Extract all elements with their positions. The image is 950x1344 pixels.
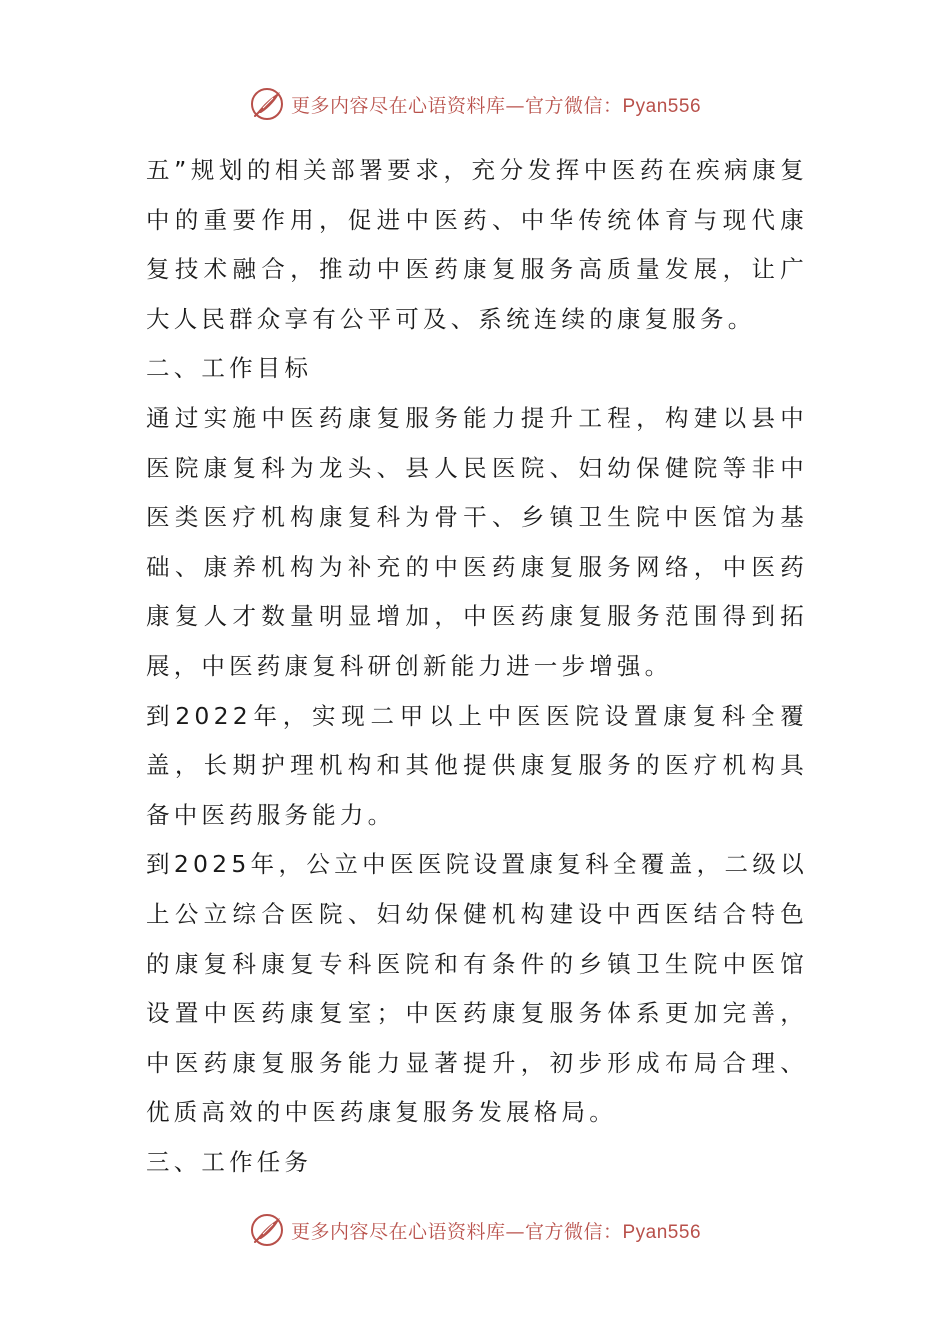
section-heading-tasks: 三、工作任务 xyxy=(146,1147,313,1176)
watermark-text: 更多内容尽在心语资料库—官方微信：Pyan556 xyxy=(290,94,702,117)
goals-2025-paragraph: 到2025年，公立中医医院设置康复科全覆盖，二级以上公立综合医院、妇幼保健机构建设中西医结合特色的康复科康复专科医院和有条件的乡镇卫生院中医馆设置中医药康复室；中医药康复服务体系更加完善，中医药康复服务能力显著提升，初步形成布局合理、优质高效的中医药康复服务发展格局。 xyxy=(146,850,808,1127)
intro-paragraph: 五”规划的相关部署要求，充分发挥中医药在疾病康复中的重要作用，促进中医药、中华传统体育与现代康复技术融合，推动中医药康复服务高质量发展，让广大人民群众享有公平可及、系统连续的康复服务。 xyxy=(146,156,808,333)
header-watermark xyxy=(0,82,950,126)
goals-2022-paragraph: 到2022年，实现二甲以上中医医院设置康复科全覆盖，长期护理机构和其他提供康复服务的医疗机构具备中医药服务能力。 xyxy=(146,701,808,829)
document-body xyxy=(146,146,808,1187)
footer-watermark xyxy=(0,1208,950,1252)
watermark-wechat-id: Pyan556 xyxy=(622,1221,702,1243)
watermark-wechat-id: Pyan556 xyxy=(622,95,702,117)
quill-logo-icon xyxy=(249,86,285,122)
section-heading-goals: 二、工作目标 xyxy=(146,354,313,383)
goals-paragraph: 通过实施中医药康复服务能力提升工程，构建以县中医院康复科为龙头、县人民医院、妇幼保健院等非中医类医疗机构康复科为骨干、乡镇卫生院中医馆为基础、康养机构为补充的中医药康复服务网络，中医药康复人才数量明显增加，中医药康复服务范围得到拓展，中医药康复科研创新能力进一步增强。 xyxy=(146,403,808,680)
watermark-text: 更多内容尽在心语资料库—官方微信：Pyan556 xyxy=(290,1220,702,1243)
quill-logo-icon xyxy=(249,1212,285,1248)
